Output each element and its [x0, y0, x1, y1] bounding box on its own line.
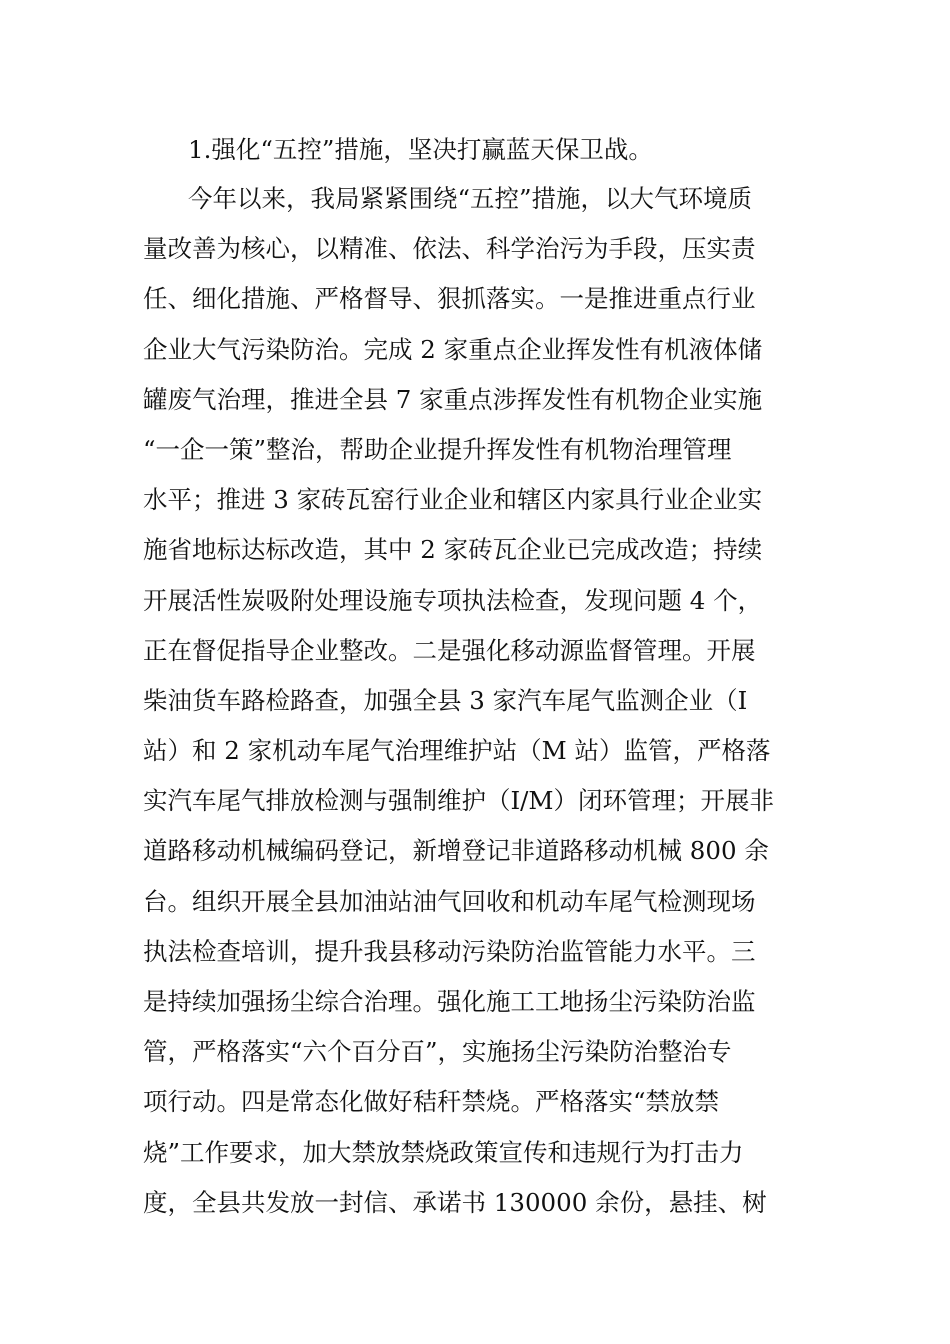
- paragraph-line: 项行动。四是常态化做好秸秆禁烧。严格落实“禁放禁: [143, 1087, 720, 1117]
- paragraph-line: “一企一策”整治，帮助企业提升挥发性有机物治理管理: [143, 434, 732, 464]
- paragraph-line: 开展活性炭吸附处理设施专项执法检查，发现问题 4 个，: [143, 585, 763, 615]
- paragraph-line: 今年以来，我局紧紧围绕“五控”措施，以大气环境质: [188, 184, 753, 213]
- paragraph-line: 站）和 2 家机动车尾气治理维护站（M 站）监管，严格落: [143, 736, 771, 766]
- paragraph-line: 施省地标达标改造，其中 2 家砖瓦企业已完成改造；持续: [143, 535, 763, 565]
- paragraph-line: 量改善为核心，以精准、依法、科学治污为手段，压实责: [143, 234, 756, 264]
- paragraph-line: 是持续加强扬尘综合治理。强化施工工地扬尘污染防治监: [143, 987, 756, 1016]
- paragraph-line: 烧”工作要求，加大禁放禁烧政策宣传和违规行为打击力: [143, 1137, 744, 1167]
- paragraph-line: 实汽车尾气排放检测与强制维护（I/M）闭环管理；开展非: [143, 786, 775, 816]
- body-paragraph: [143, 183, 823, 1237]
- paragraph-line: 道路移动机械编码登记，新增登记非道路移动机械 800 余: [143, 836, 769, 866]
- paragraph-line: 水平；推进 3 家砖瓦窑行业企业和辖区内家具行业企业实: [143, 485, 763, 515]
- paragraph-line: 任、细化措施、严格督导、狠抓落实。一是推进重点行业: [143, 284, 756, 314]
- paragraph-line: 执法检查培训，提升我县移动污染防治监管能力水平。三: [143, 936, 756, 966]
- paragraph-line: 柴油货车路检路查，加强全县 3 家汽车尾气监测企业（I: [143, 685, 748, 715]
- paragraph-line: 管，严格落实“六个百分百”，实施扬尘污染防治整治专: [143, 1037, 732, 1067]
- section-heading: 1.强化“五控”措施，坚决打赢蓝天保卫战。: [188, 135, 653, 164]
- paragraph-line: 企业大气污染防治。完成 2 家重点企业挥发性有机液体储: [143, 334, 763, 364]
- paragraph-line: 度，全县共发放一封信、承诺书 130000 余份，悬挂、树: [143, 1187, 767, 1217]
- paragraph-line: 正在督促指导企业整改。二是强化移动源监督管理。开展: [143, 635, 756, 665]
- paragraph-line: 罐废气治理，推进全县 7 家重点涉挥发性有机物企业实施: [143, 384, 763, 414]
- paragraph-line: 台。组织开展全县加油站油气回收和机动车尾气检测现场: [143, 886, 756, 916]
